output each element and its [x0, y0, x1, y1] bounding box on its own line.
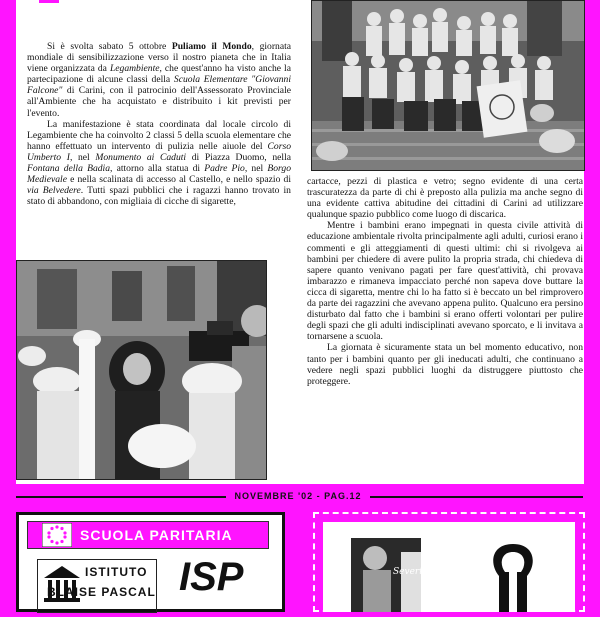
text-run: Scuola Elementare "Giovanni Falcone"	[27, 74, 291, 97]
footer-rule-left	[16, 496, 226, 498]
text-run: , nel	[69, 151, 96, 163]
article-paragraph	[27, 41, 291, 119]
footer-rule-right	[370, 496, 583, 498]
ad-banner-text: SCUOLA PARITARIA	[80, 527, 233, 543]
text-run: , giornata mondiale di sensibilizzazione verso il nostro pianeta che in Italia viene organizzata da	[27, 41, 292, 75]
text-run: Corso Umberto I	[27, 140, 291, 163]
ad-right-panel	[323, 522, 575, 612]
text-run: Si è svolta sabato 5 ottobre	[47, 41, 172, 52]
isp-logo-text: ISP	[179, 555, 244, 599]
article-left-column	[27, 41, 291, 207]
article-paragraph	[27, 119, 291, 208]
text-run: Padre Pio	[204, 163, 245, 175]
photo-children-group	[311, 0, 585, 171]
text-run: Mentre i bambini erano impegnati in questa civile attività di educazione ambientale rivolta principalmente agli adulti, curiosi erano i commenti e gli atteggiamenti di questi ultimi: chi si rivolgeva ai bambini per chiedere di avere pulito la propria strada, chi chiedeva di sapere quanto venivano pagati per fare quest'attività, chi provava imbarazzo e rimaneva impacciato perché non sapeva dove buttare la cicca di sigaretta, mentre chi lo ha fatto si è beccato un bel rimprovero da parte dei ragazzini che avevano appena pulito. Qualcuno era persino disturbato dal fatto che i bambini si erano offerti volontari per pulire degli spazi che gli adulti indisciplinati avevano sporcato, e li invitava a tornarsene a scuola.	[307, 220, 583, 343]
text-run: Legambiente	[109, 63, 160, 75]
children-group-illustration	[312, 1, 584, 170]
text-run: di Carini, con il patrocinio dell'Assessorato Provinciale all'Ambiente che ha acquistato e distribuito i kit previsti per l'evento.	[27, 85, 291, 119]
text-run: , che quest'anno ha visto anche la partecipazione di alcune classi della	[27, 63, 291, 86]
istituto-name: BLAISE PASCAL	[47, 585, 156, 599]
text-run: , attorno alla statua di	[110, 163, 205, 175]
text-run: Monumento ai Caduti	[95, 151, 187, 163]
decorative-bracket	[39, 0, 59, 3]
text-run: Fontana della Badia	[27, 163, 110, 175]
text-run: Borgo Medievale	[27, 163, 291, 186]
text-run: Puliamo il Mondo	[171, 41, 252, 52]
poster-text: Severty	[393, 567, 428, 577]
article-paragraph	[307, 176, 583, 220]
text-run: La manifestazione è stata coordinata dal locale circolo di Legambiente che ha coinvolto 2 classi 5 della scuola elementare che hanno effettuato un intervento di pulizia nelle aiuole del	[27, 118, 291, 152]
text-run: La giornata è sicuramente stata un bel momento educativo, non tanto per i bambini quanto per gli ineducati adulti, che continuano a vedere negli spazi pubblici luoghi da distruggere piuttosto che proteggere.	[307, 342, 583, 387]
advertisement-scuola-paritaria[interactable]	[16, 512, 285, 612]
advertisement-right[interactable]	[313, 512, 585, 612]
text-run: cartacce, pezzi di plastica e vetro; segno evidente di una certa trascuratezza da parte di chi è preposto alla pulizia ma anche segno di una evidente cattiva abitudine dei cittadini di Carini ad utilizzare qualunque spazio pubblico come luogo di discarica.	[307, 176, 583, 221]
text-run: di Piazza Duomo, nella	[186, 151, 292, 163]
ad-banner	[27, 521, 269, 549]
text-run: . Tutti spazi pubblici che i ragazzi hanno trovato in stato di abbandono, con migliaia di cicche di sigarette,	[27, 185, 291, 208]
article-paragraph	[307, 342, 583, 386]
article-paragraph	[307, 220, 583, 342]
photo-street-interview	[16, 260, 267, 480]
text-run: via Belvedere	[27, 185, 81, 197]
istituto-label: ISTITUTO	[85, 565, 148, 579]
article-right-column	[307, 176, 583, 387]
text-run: , nel	[244, 163, 268, 175]
page-label: NOVEMBRE '02 - PAG.12	[234, 491, 362, 501]
ad-right-illustration	[323, 522, 575, 612]
text-run: e nella scalinata di accesso al Castello, e nello spazio di	[66, 174, 291, 186]
street-interview-illustration	[17, 261, 266, 479]
eu-flag-icon	[42, 523, 72, 547]
